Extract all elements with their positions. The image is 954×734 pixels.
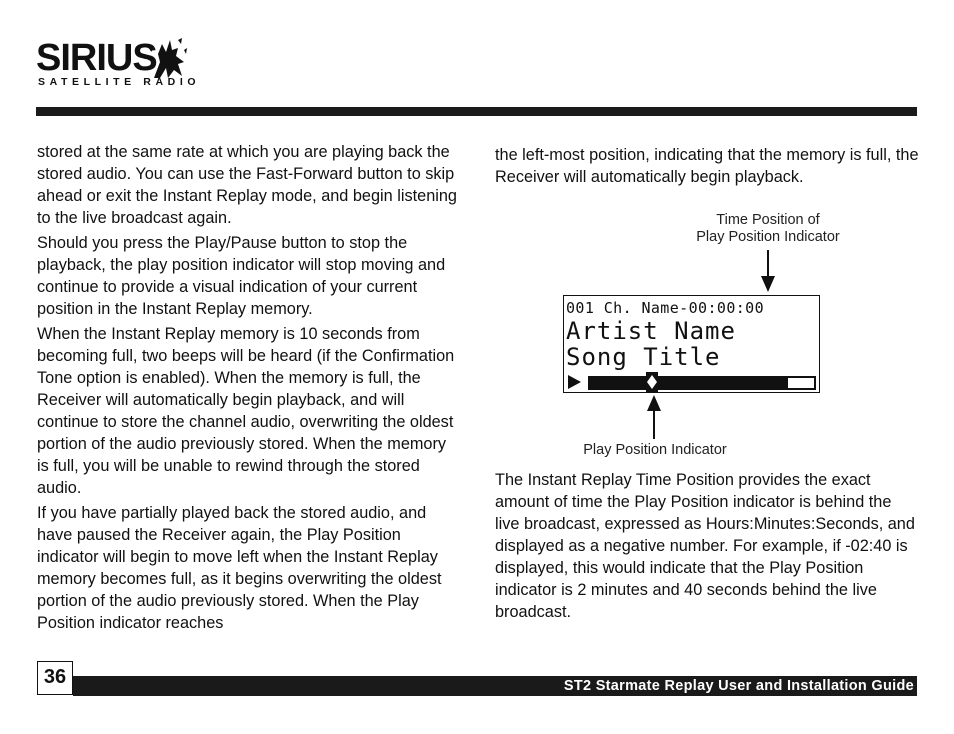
- time-position-label: Time Position of Play Position Indicator: [696, 212, 840, 245]
- right-column-body: [495, 469, 920, 626]
- footer-title: ST2 Starmate Replay User and Installation Guide: [563, 678, 914, 694]
- paragraph: Should you press the Play/Pause button to stop the playback, the play position indicator will stop moving and continue to provide a visual indication of your current position in the Instant Replay memory.: [37, 234, 446, 318]
- paragraph: The Instant Replay Time Position provides the exact amount of time the Play Position indicator is behind the live broadcast, expressed as Hours:Minutes:Seconds, and displayed as a negative number. For example, if -02:40 is displayed, this would indicate that the Play Position indicator is 2 minutes and 40 seconds behind the live broadcast.: [495, 471, 915, 621]
- paragraph: When the Instant Replay memory is 10 seconds from becoming full, two beeps will be heard (if the Confirmation Tone option is enabled). When the memory is full, the Receiver will automatically begin playback, and will continue to store the channel audio, overwriting the oldest portion of the audio previously stored. When the memory is full, you will be unable to rewind through the stored audio.: [37, 325, 455, 497]
- play-icon: [568, 375, 581, 389]
- arrow-down-icon: [760, 250, 776, 292]
- left-column: [37, 141, 457, 637]
- lcd-display: [563, 295, 820, 393]
- lcd-artist-line: Artist Name: [566, 317, 736, 345]
- paragraph: If you have partially played back the stored audio, and have paused the Receiver again, the Play Position indicator will begin to move left when the Instant Replay memory becomes full, as it begins overwriting the oldest portion of the audio previously stored. When the Play Position indicator reaches: [37, 504, 442, 632]
- footer-bar: [73, 676, 917, 696]
- play-position-marker-icon: [646, 372, 658, 392]
- replay-memory-bar: [588, 376, 816, 390]
- dog-mascot-icon: [148, 36, 188, 80]
- paragraph: stored at the same rate at which you are playing back the stored audio. You can use the Fast-Forward button to skip ahead or exit the Instant Replay mode, and begin listening to the live broadcast again.: [37, 143, 457, 227]
- right-column-intro: [495, 144, 920, 191]
- page-number: 36: [37, 661, 73, 695]
- play-position-label: Play Position Indicator: [583, 442, 727, 458]
- paragraph: the left-most position, indicating that the memory is full, the Receiver will automatically begin playback.: [495, 146, 919, 186]
- sirius-logo: [36, 37, 201, 90]
- arrow-up-icon: [646, 395, 662, 439]
- lcd-status-line: 001 Ch. Name-00:00:00: [566, 299, 765, 317]
- logo-wordmark: SIRIUS: [36, 37, 157, 79]
- logo-subtitle: SATELLITE RADIO: [38, 76, 201, 88]
- lcd-song-line: Song Title: [566, 343, 721, 371]
- header-divider: [36, 107, 917, 116]
- replay-bar-live-end: [788, 378, 814, 388]
